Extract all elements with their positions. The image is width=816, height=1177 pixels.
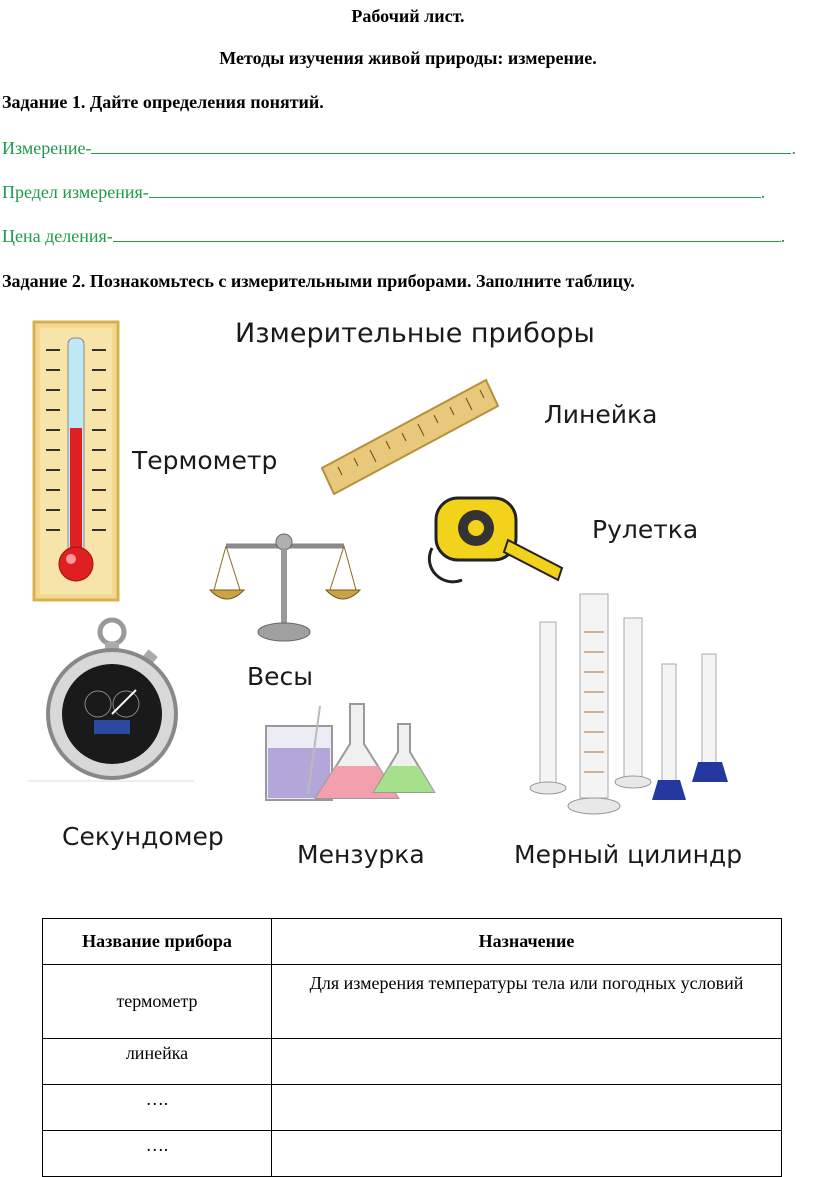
definition-row-division [2,225,785,247]
label-stopwatch: Секундомер [62,822,224,851]
illustration-caption: Измерительные приборы [235,318,595,349]
label-thermometer: Термометр [132,446,278,475]
answer-line[interactable] [149,181,761,198]
term-end: . [760,182,766,202]
term-label: Предел измерения- [2,182,149,202]
label-cylinder: Мерный цилиндр [514,840,743,869]
table-cell-purpose[interactable] [272,1039,782,1085]
table-row [43,965,782,1039]
table-cell-purpose: Для измерения температуры тела или погодных условий [272,965,782,1039]
answer-line[interactable] [91,137,791,154]
label-scales: Весы [247,662,314,691]
table-header-row [43,919,782,965]
label-beaker: Мензурка [297,840,425,869]
table-cell-purpose[interactable] [272,1085,782,1131]
definition-row-measurement [2,137,796,159]
task2-heading: Задание 2. Познакомьтесь с измерительными приборами. Заполните таблицу. [2,271,635,291]
tape-measure-image [422,488,568,592]
table-cell-name: …. [43,1131,272,1177]
measuring-cylinder-image [524,592,734,824]
term-end: . [780,226,786,246]
task1-heading: Задание 1. Дайте определения понятий. [2,92,324,112]
thermometer-image [32,320,120,602]
ruler-image [318,372,500,502]
term-end: . [791,138,796,158]
table-cell-name: …. [43,1085,272,1131]
beaker-image [262,700,442,812]
instruments-table [42,918,782,1177]
label-ruler: Линейка [544,400,658,429]
stopwatch-image [28,616,194,782]
table-row [43,1085,782,1131]
definition-row-limit [2,181,765,203]
page-title: Рабочий лист. [351,6,465,26]
table-header-purpose: Назначение [272,919,782,965]
table-row [43,1039,782,1085]
table-row [43,1131,782,1177]
page-subtitle: Методы изучения живой природы: измерение. [219,48,597,68]
table-cell-purpose[interactable] [272,1131,782,1177]
table-header-name: Название прибора [43,919,272,965]
table-cell-name: термометр [43,965,272,1039]
term-label: Цена деления- [2,226,113,246]
label-tape: Рулетка [592,515,699,544]
scales-image [206,528,362,646]
table-cell-name: линейка [43,1039,272,1085]
term-label: Измерение- [2,138,92,158]
answer-line[interactable] [113,225,781,242]
